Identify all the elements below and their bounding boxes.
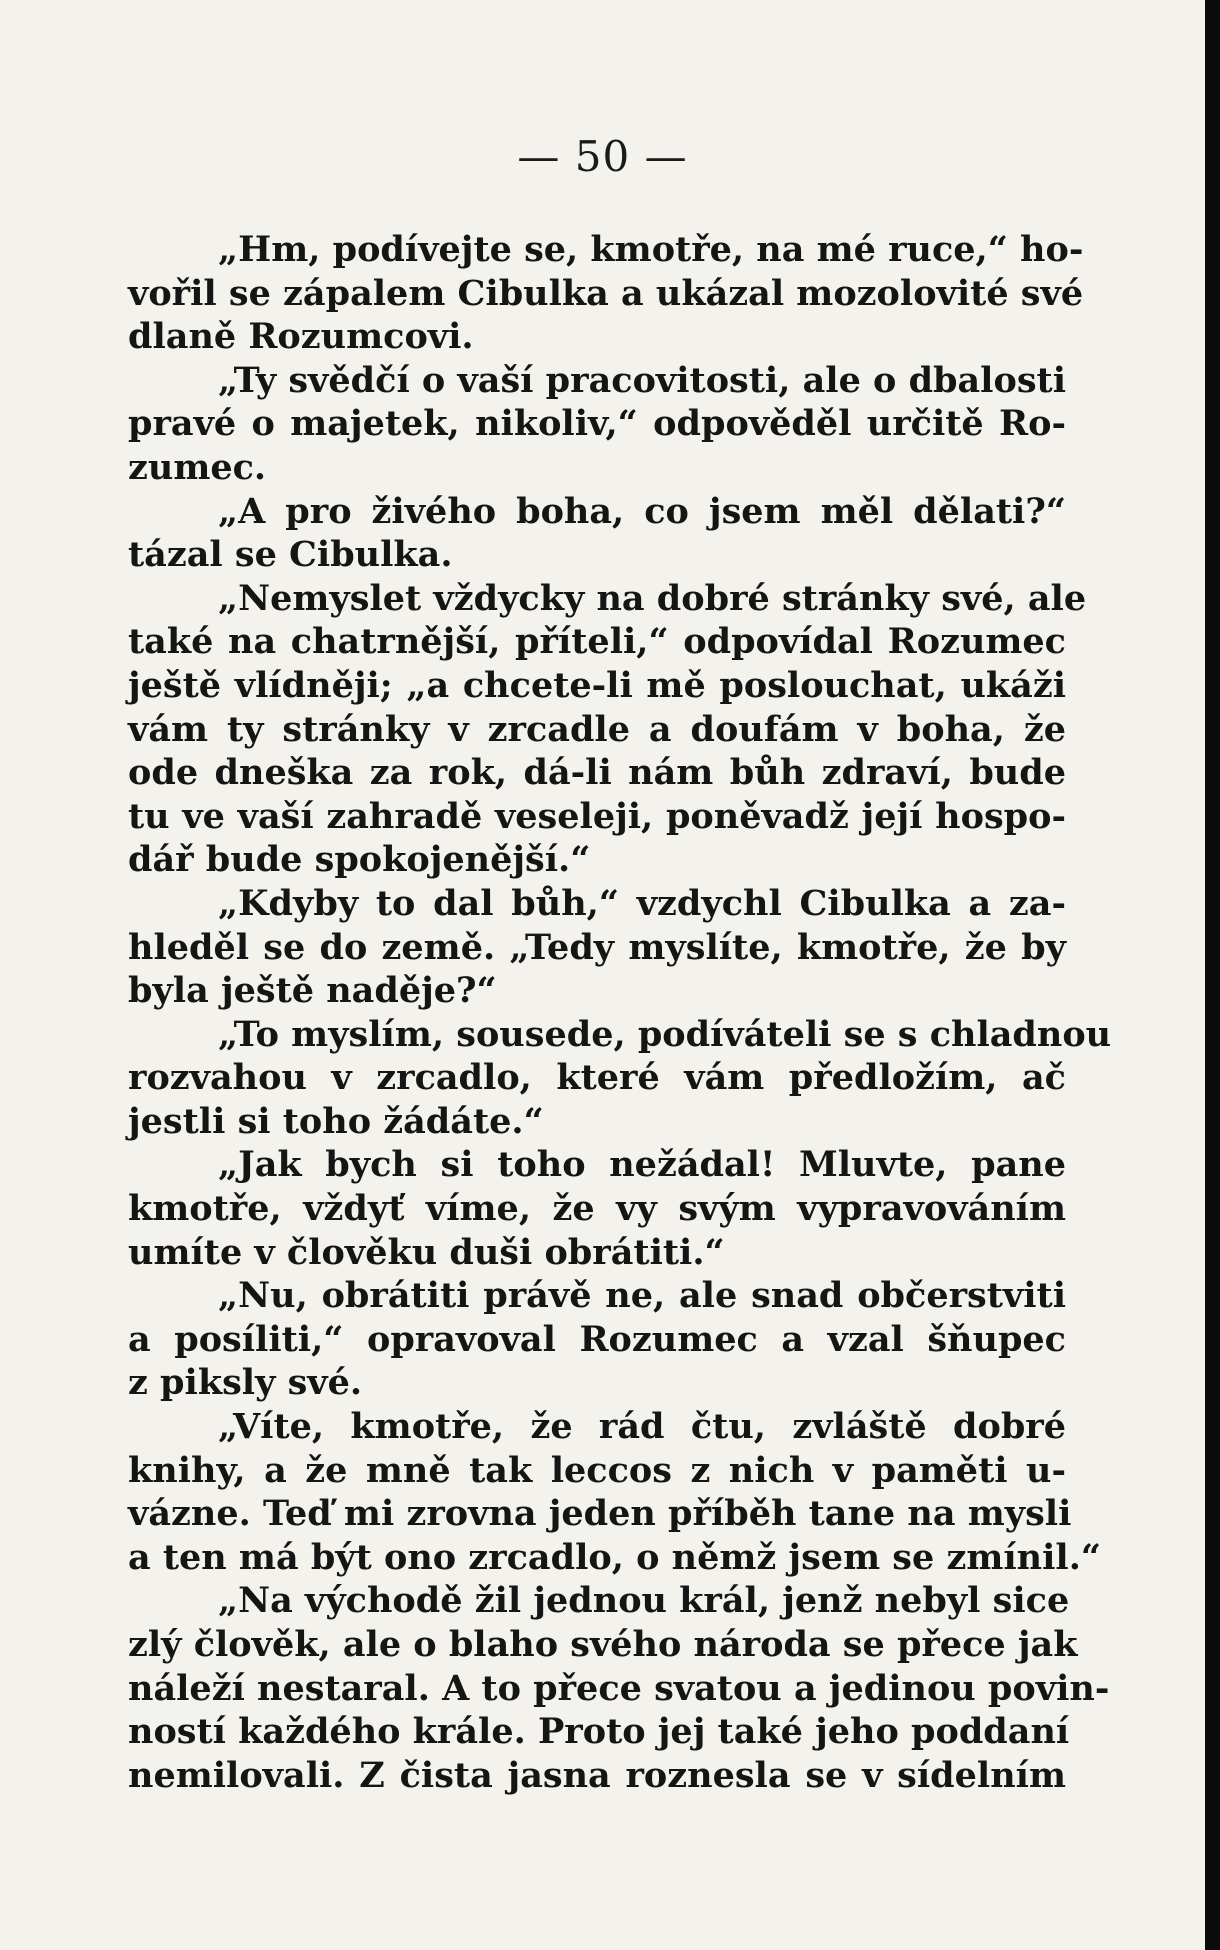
text-line: umíte v člověku duši obrátiti.“ [128, 1231, 725, 1273]
text-line: zlý člověk, ale o blaho svého národa se přece jak [128, 1624, 1078, 1665]
text-line: náleží nestaral. A to přece svatou a jedinou povin- [128, 1667, 1110, 1709]
text-line: vám ty stránky v zrcadle a doufám v boha, že [128, 708, 1066, 750]
page-number: — 50 — [517, 132, 688, 181]
text-line: jestli si toho žádáte.“ [128, 1100, 544, 1142]
text-line: ještě vlídněji; „a chcete-li mě poslouchat, ukáži [128, 664, 1066, 706]
text-line: „A pro živého boha, co jsem měl dělati?“ [218, 490, 1066, 532]
body-text [128, 228, 1112, 1797]
text-line: kmotře, vždyť víme, že vy svým vypravováním [128, 1188, 1066, 1230]
text-line: „Ty svědčí o vaší pracovitosti, ale o dbalosti [218, 359, 1066, 401]
text-line: dlaně Rozumcovi. [128, 316, 474, 358]
text-line: z piksly své. [128, 1362, 363, 1404]
text-line: také na chatrnější, příteli,“ odpovídal Rozumec [128, 621, 1066, 663]
text-line: „Kdyby to dal bůh,“ vzdychl Cibulka a za- [218, 882, 1066, 924]
text-line: ode dneška za rok, dá-li nám bůh zdraví, bude [128, 752, 1066, 794]
text-line: dář bude spokojenější.“ [128, 839, 591, 881]
text-line: „To myslím, sousede, podíváteli se s chladnou [218, 1013, 1112, 1055]
text-line: „Jak bych si toho nežádal! Mluvte, pane [218, 1144, 1066, 1186]
text-line: tázal se Cibulka. [128, 534, 453, 576]
text-line: vázne. Teď mi zrovna jeden příběh tane na mysli [128, 1493, 1072, 1535]
text-line: tu ve vaší zahradě veseleji, poněvadž její hospo- [128, 795, 1066, 837]
page-edge-shadow [1205, 0, 1220, 1950]
text-line: „Víte, kmotře, že rád čtu, zvláště dobré [218, 1406, 1066, 1448]
text-line: vořil se zápalem Cibulka a ukázal mozolovité své [128, 272, 1084, 314]
text-line: ností každého krále. Proto jej také jeho poddaní [128, 1711, 1070, 1753]
text-line: „Nemyslet vždycky na dobré stránky své, ale [218, 577, 1087, 619]
text-line: „Nu, obrátiti právě ne, ale snad občerstviti [218, 1275, 1066, 1317]
text-line: knihy, a že mně tak leccos z nich v paměti u- [128, 1449, 1066, 1491]
text-line: a ten má být ono zrcadlo, o němž jsem se zmínil.“ [128, 1536, 1102, 1578]
text-line: „Hm, podívejte se, kmotře, na mé ruce,“ ho- [218, 229, 1084, 270]
text-line: zumec. [128, 446, 267, 488]
text-line: rozvahou v zrcadlo, které vám předložím, ač [128, 1057, 1066, 1099]
text-line: „Na východě žil jednou král, jenž nebyl sice [218, 1580, 1070, 1622]
text-line: hleděl se do země. „Tedy myslíte, kmotře, že by [128, 926, 1066, 968]
text-line: pravé o majetek, nikoliv,“ odpověděl určitě Ro- [128, 403, 1066, 445]
text-line: byla ještě naděje?“ [128, 970, 497, 1012]
text-line: a posíliti,“ opravoval Rozumec a vzal šňupec [128, 1318, 1066, 1360]
text-line: nemilovali. Z čista jasna roznesla se v sídelním [128, 1754, 1066, 1796]
